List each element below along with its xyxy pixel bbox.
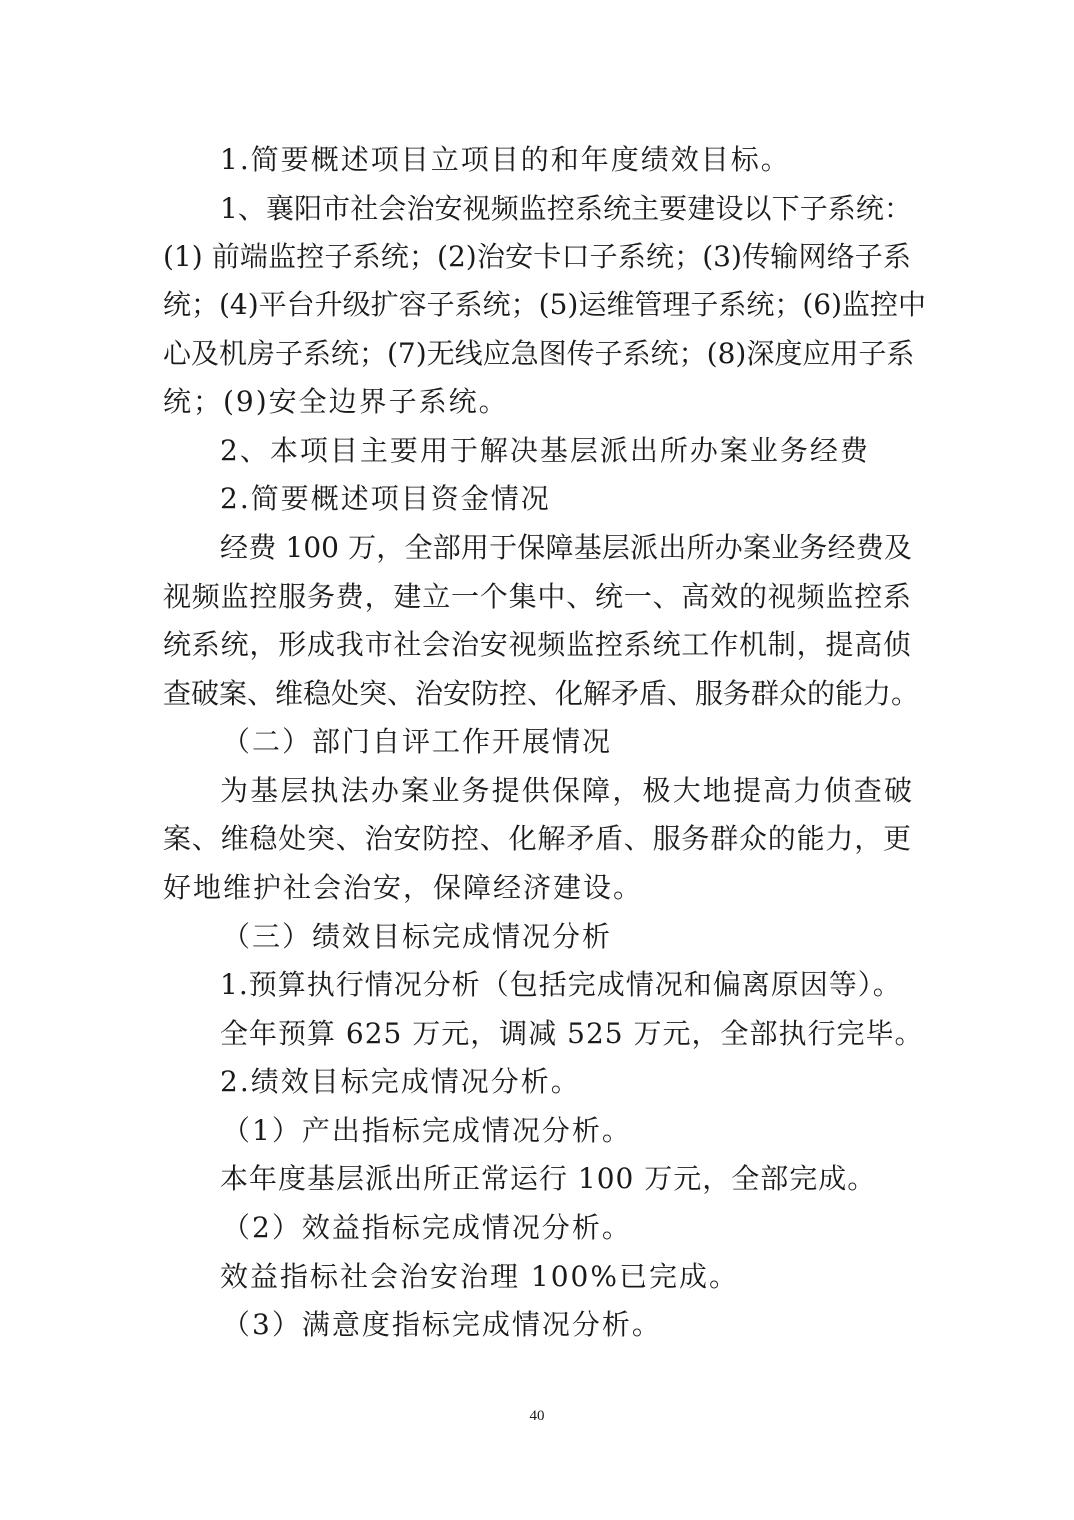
paragraph-line: 全年预算 625 万元，调减 525 万元，全部执行完毕。: [220, 1017, 924, 1050]
heading-budget-execution: 1.预算执行情况分析（包括完成情况和偏离原因等）。: [220, 968, 902, 1001]
paragraph-line: (1) 前端监控子系统；(2)治安卡口子系统；(3)传输网络子系: [163, 240, 911, 273]
paragraph-line: 本年度基层派出所正常运行 100 万元，全部完成。: [220, 1162, 877, 1195]
heading-funding: 2.简要概述项目资金情况: [220, 482, 551, 515]
paragraph-line: 1、襄阳市社会治安视频监控系统主要建设以下子系统：: [220, 192, 912, 225]
paragraph-line: 统；(4)平台升级扩容子系统；(5)运维管理子系统；(6)监控中: [163, 288, 926, 321]
paragraph-line: 视频监控服务费，建立一个集中、统一、高效的视频监控系: [163, 580, 911, 613]
heading-goal-completion: 2.绩效目标完成情况分析。: [220, 1065, 581, 1098]
heading-project-purpose: 1.简要概述项目立项目的和年度绩效目标。: [220, 143, 791, 176]
paragraph-line: 好地维护社会治安，保障经济建设。: [163, 871, 644, 904]
heading-self-evaluation: （二）部门自评工作开展情况: [222, 725, 613, 758]
paragraph-line: 心及机房子系统；(7)无线应急图传子系统；(8)深度应用子系: [163, 337, 915, 370]
paragraph-line: 2、本项目主要用于解决基层派出所办案业务经费: [220, 434, 870, 467]
heading-output-indicators: （1）产出指标完成情况分析。: [222, 1114, 632, 1147]
paragraph-line: 经费 100 万，全部用于保障基层派出所办案业务经费及: [220, 531, 912, 564]
heading-satisfaction-indicators: （3）满意度指标完成情况分析。: [222, 1308, 662, 1341]
paragraph-line: 效益指标社会治安治理 100%已完成。: [220, 1260, 739, 1293]
page-number: 40: [529, 1408, 545, 1424]
paragraph-line: 案、维稳处突、治安防控、化解矛盾、服务群众的能力，更: [163, 822, 911, 855]
paragraph-line: 统系统，形成我市社会治安视频监控系统工作机制，提高侦: [163, 628, 911, 661]
paragraph-line: 查破案、维稳处突、治安防控、化解矛盾、服务群众的能力。: [163, 677, 920, 710]
paragraph-line: 为基层执法办案业务提供保障，极大地提高力侦查破: [220, 774, 912, 807]
paragraph-line: 统；(9)安全边界子系统。: [163, 385, 509, 418]
heading-benefit-indicators: （2）效益指标完成情况分析。: [222, 1211, 632, 1244]
heading-performance-analysis: （三）绩效目标完成情况分析: [222, 920, 613, 953]
